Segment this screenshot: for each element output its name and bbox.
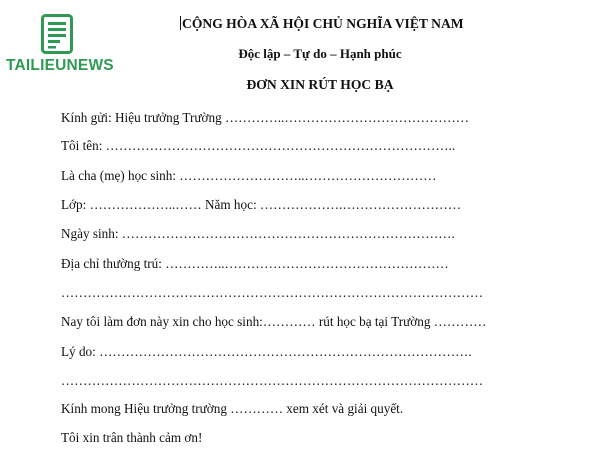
line-thanks: Tôi xin trân thành cảm ơn! [61,430,203,445]
line-closing: Kính mong Hiệu trưởng trường ………… xem xét và giải quyết. [61,401,404,416]
line-address: Địa chỉ thường trú: …………..…………………………………………… [61,256,449,271]
line-address-continued: …………………………………………………………………………………… [61,285,483,300]
motto: Độc lập – Tự do – Hạnh phúc [238,46,402,61]
text-cursor [180,16,181,30]
line-request: Nay tôi làm đơn này xin cho học sinh:………… rút học bạ tại Trường ………… [61,314,487,329]
line-name: Tôi tên: …………………………………………………………………….. [61,138,456,153]
national-title: CỘNG HÒA XÃ HỘI CHỦ NGHĨA VIỆT NAM [182,16,464,31]
logo-text: TAILIEUNEWS [6,57,114,74]
document-icon [41,14,73,54]
line-reason: Lý do: …………………………………………………………………………. [61,344,472,359]
form-title: ĐƠN XIN RÚT HỌC BẠ [246,77,394,92]
line-birthdate: Ngày sinh: …………………………………………………………………. [61,226,455,241]
line-reason-continued: …………………………………………………………………………………… [61,373,483,388]
line-class-year: Lớp: ………………..…… Năm học: ……………….……………………… [61,197,462,212]
tailieunews-logo [6,12,114,76]
national-title-line [180,16,464,32]
line-recipient: Kính gửi: Hiệu trưởng Trường …………..…………………………………… [61,110,469,125]
line-parent: Là cha (mẹ) học sinh: ………………………..………………………… [61,168,437,183]
